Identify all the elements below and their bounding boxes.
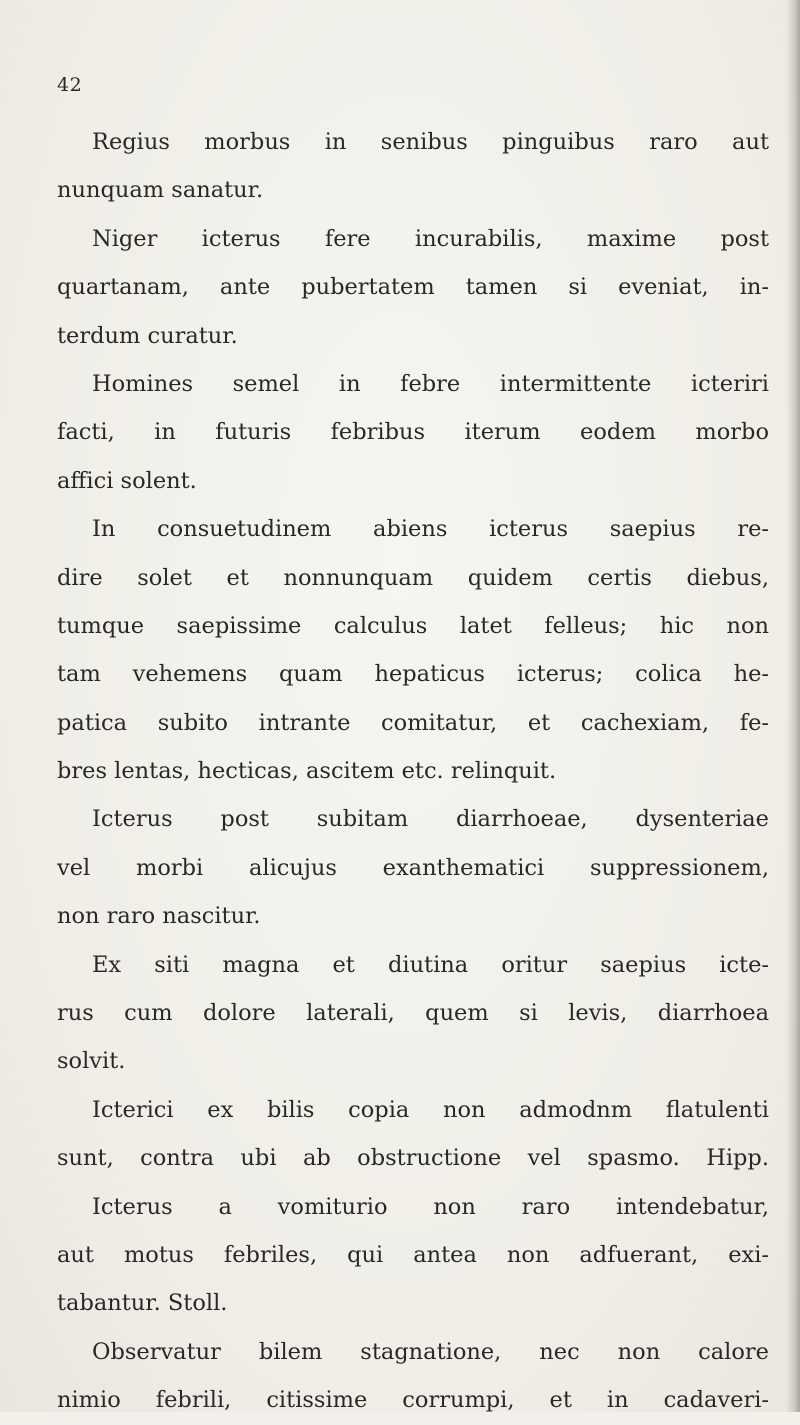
text-line: nimio febrili, citissime corrumpi, et in cadaveri- — [57, 1387, 769, 1414]
text-line: nunquam sanatur. — [57, 177, 264, 204]
text-line: tam vehemens quam hepaticus icterus; colica he- — [57, 661, 769, 688]
text-line: dire solet et nonnunquam quidem certis diebus, — [57, 564, 769, 591]
text-line: quartanam, ante pubertatem tamen si eveniat, in- — [57, 274, 769, 301]
text-line: vel morbi alicujus exanthematici suppressionem, — [57, 854, 769, 881]
text-line: non raro nascitur. — [57, 903, 261, 930]
text-line: Homines semel in febre intermittente icteriri — [92, 370, 769, 397]
text-line: affici solent. — [57, 467, 197, 494]
text-line: Icterici ex bilis copia non admodnm flatulenti — [92, 1096, 769, 1123]
page-number: 42 — [57, 74, 83, 96]
text-line: aut motus febriles, qui antea non adfuerant, exi- — [57, 1241, 769, 1268]
text-line: sunt, contra ubi ab obstructione vel spasmo. Hipp. — [57, 1145, 769, 1172]
text-line: patica subito intrante comitatur, et cachexiam, fe- — [57, 709, 769, 736]
text-line: Observatur bilem stagnatione, nec non calore — [92, 1338, 769, 1365]
text-line: Icterus post subitam diarrhoeae, dysenteriae — [92, 806, 769, 833]
text-line: facti, in futuris febribus iterum eodem morbo — [57, 419, 769, 446]
page-edge-shadow — [786, 0, 800, 1412]
text-line: Niger icterus fere incurabilis, maxime post — [92, 225, 769, 252]
text-line: Regius morbus in senibus pinguibus raro aut — [92, 129, 769, 155]
text-line: Ex siti magna et diutina oritur saepius icte- — [92, 951, 769, 978]
text-line: In consuetudinem abiens icterus saepius re- — [92, 516, 769, 543]
text-line: rus cum dolore laterali, quem si levis, diarrhoea — [57, 1000, 769, 1027]
text-line: bres lentas, hecticas, ascitem etc. relinquit. — [57, 758, 557, 785]
text-line: terdum curatur. — [57, 322, 238, 349]
text-line: Icterus a vomiturio non raro intendebatur, — [92, 1193, 769, 1220]
text-line: tumque saepissime calculus latet felleus; hic non — [57, 612, 769, 639]
text-line: tabantur. Stoll. — [57, 1290, 228, 1317]
text-line: solvit. — [57, 1048, 126, 1075]
body-text — [57, 118, 769, 1425]
